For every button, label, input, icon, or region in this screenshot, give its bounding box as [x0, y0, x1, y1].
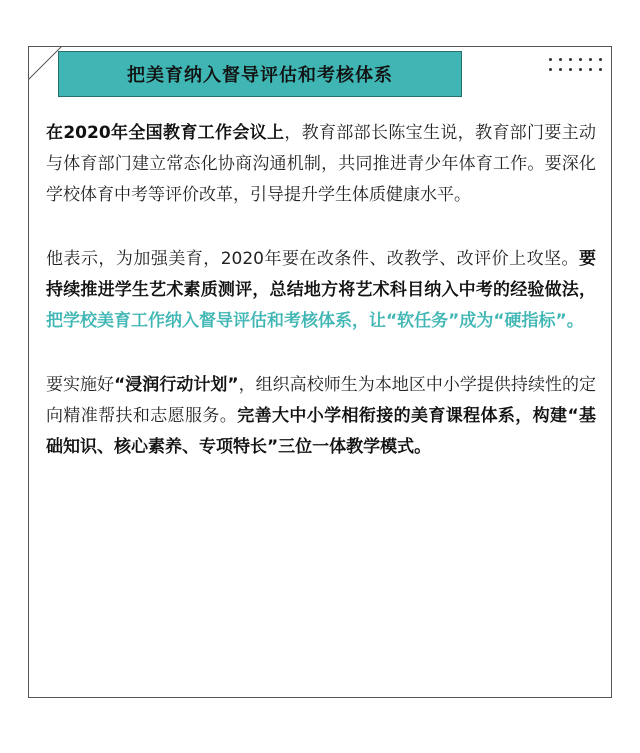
- paragraph-text-highlight: 把学校美育工作纳入督导评估和考核体系，让“软任务”成为“硬指标”。: [46, 311, 584, 331]
- paragraph-text-bold: 要持续推进学生艺术素质测评，总结地方将艺术科目纳入中考的经验做法，: [46, 249, 596, 300]
- paragraph-2: [46, 244, 596, 337]
- paragraph-1: [46, 118, 596, 211]
- title-banner: [58, 51, 462, 97]
- paragraph-text-bold: 在2020年全国教育工作会议上: [46, 123, 285, 143]
- paragraph-text: ，组织高校师生为本地区中小学提供持续性的定向精准帮扶和志愿服务。: [46, 375, 597, 426]
- paragraph-text: 他表示，为加强美育，2020年要在改条件、改教学、改评价上攻坚。: [46, 249, 579, 269]
- paragraph-3: [46, 370, 596, 463]
- section-title: 把美育纳入督导评估和考核体系: [127, 65, 393, 86]
- dots-decoration-icon: [546, 55, 606, 75]
- paragraph-text-bold: 完善大中小学相衔接的美育课程体系，构建“基础知识、核心素养、专项特长”三位一体教学模式。: [46, 406, 596, 457]
- article-body: [46, 118, 596, 496]
- paragraph-text-bold: “浸润行动计划”: [114, 375, 239, 395]
- paragraph-text: 要实施好: [46, 375, 115, 395]
- corner-fold-icon: [28, 46, 62, 80]
- paragraph-text: ，教育部部长陈宝生说，教育部门要主动与体育部门建立常态化协商沟通机制，共同推进青少年体育工作。要深化学校体育中考等评价改革，引导提升学生体质健康水平。: [46, 123, 596, 205]
